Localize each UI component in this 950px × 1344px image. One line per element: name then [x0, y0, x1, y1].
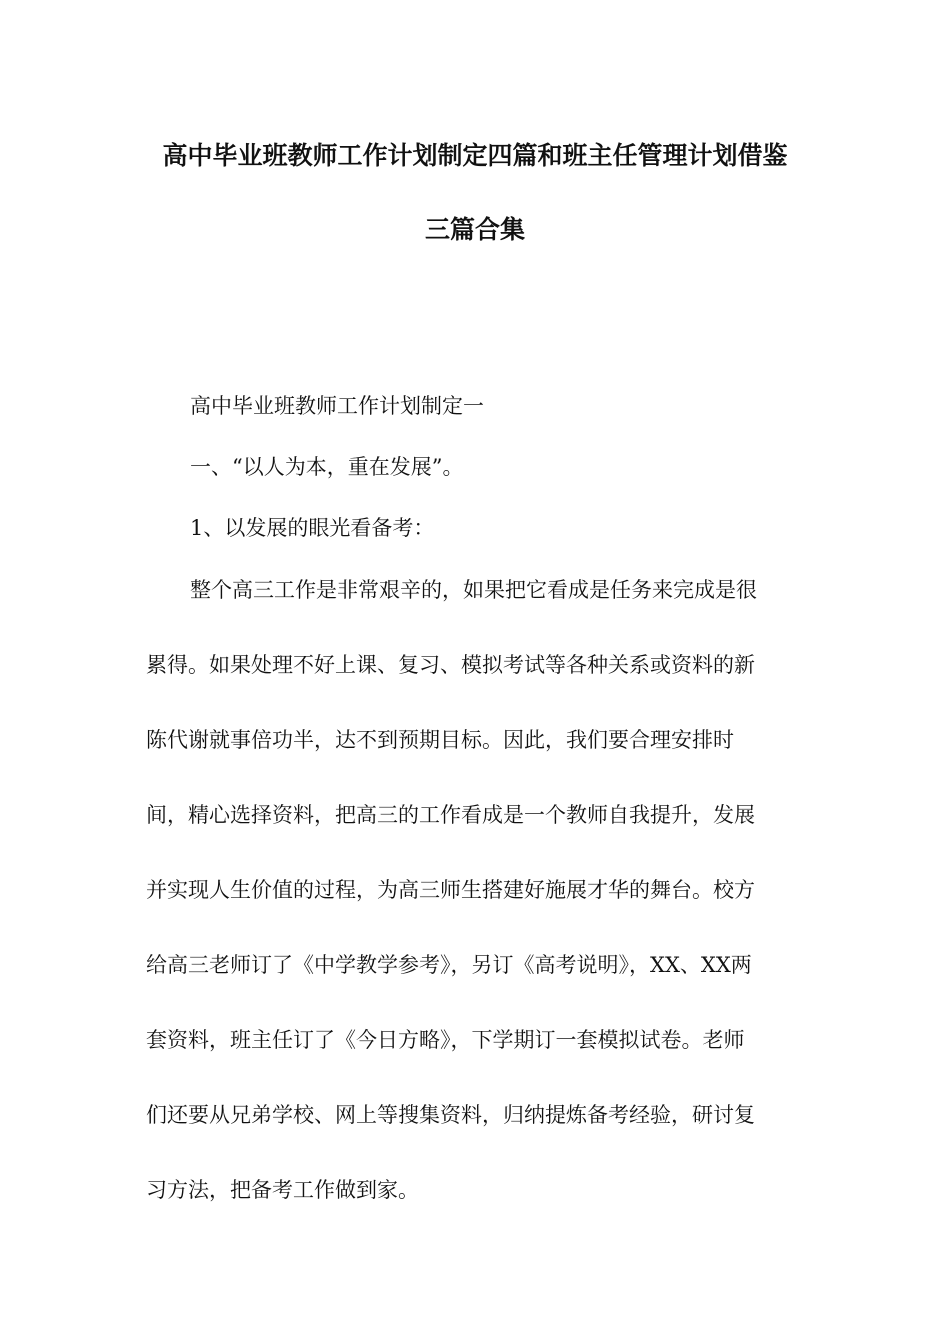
paragraph-line-5: 并实现人生价值的过程，为高三师生搭建好施展才华的舞台。校方: [146, 878, 755, 902]
paragraph-line-1: 整个高三工作是非常艰辛的，如果把它看成是任务来完成是很: [190, 578, 757, 602]
paragraph-line-8: 们还要从兄弟学校、网上等搜集资料，归纳提炼备考经验，研讨复: [146, 1103, 755, 1127]
paragraph-line-6: 给高三老师订了《中学教学参考》，另订《高考说明》，XX、XX两: [146, 953, 752, 977]
paragraph-line-3: 陈代谢就事倍功半，达不到预期目标。因此，我们要合理安排时: [146, 728, 734, 752]
document-title-line-1: 高中毕业班教师工作计划制定四篇和班主任管理计划借鉴: [162, 141, 788, 170]
heading-2: 1、以发展的眼光看备考：: [190, 516, 435, 540]
paragraph-line-4: 间，精心选择资料，把高三的工作看成是一个教师自我提升，发展: [146, 803, 755, 827]
paragraph-line-7: 套资料，班主任订了《今日方略》，下学期订一套模拟试卷。老师: [146, 1028, 745, 1052]
heading-1: 一、“以人为本，重在发展”。: [190, 455, 464, 479]
paragraph-line-2: 累得。如果处理不好上课、复习、模拟考试等各种关系或资料的新: [146, 653, 755, 677]
paragraph-line-9: 习方法，把备考工作做到家。: [146, 1178, 419, 1202]
section-heading: 高中毕业班教师工作计划制定一: [190, 394, 484, 418]
document-title-line-2: 三篇合集: [424, 215, 525, 244]
